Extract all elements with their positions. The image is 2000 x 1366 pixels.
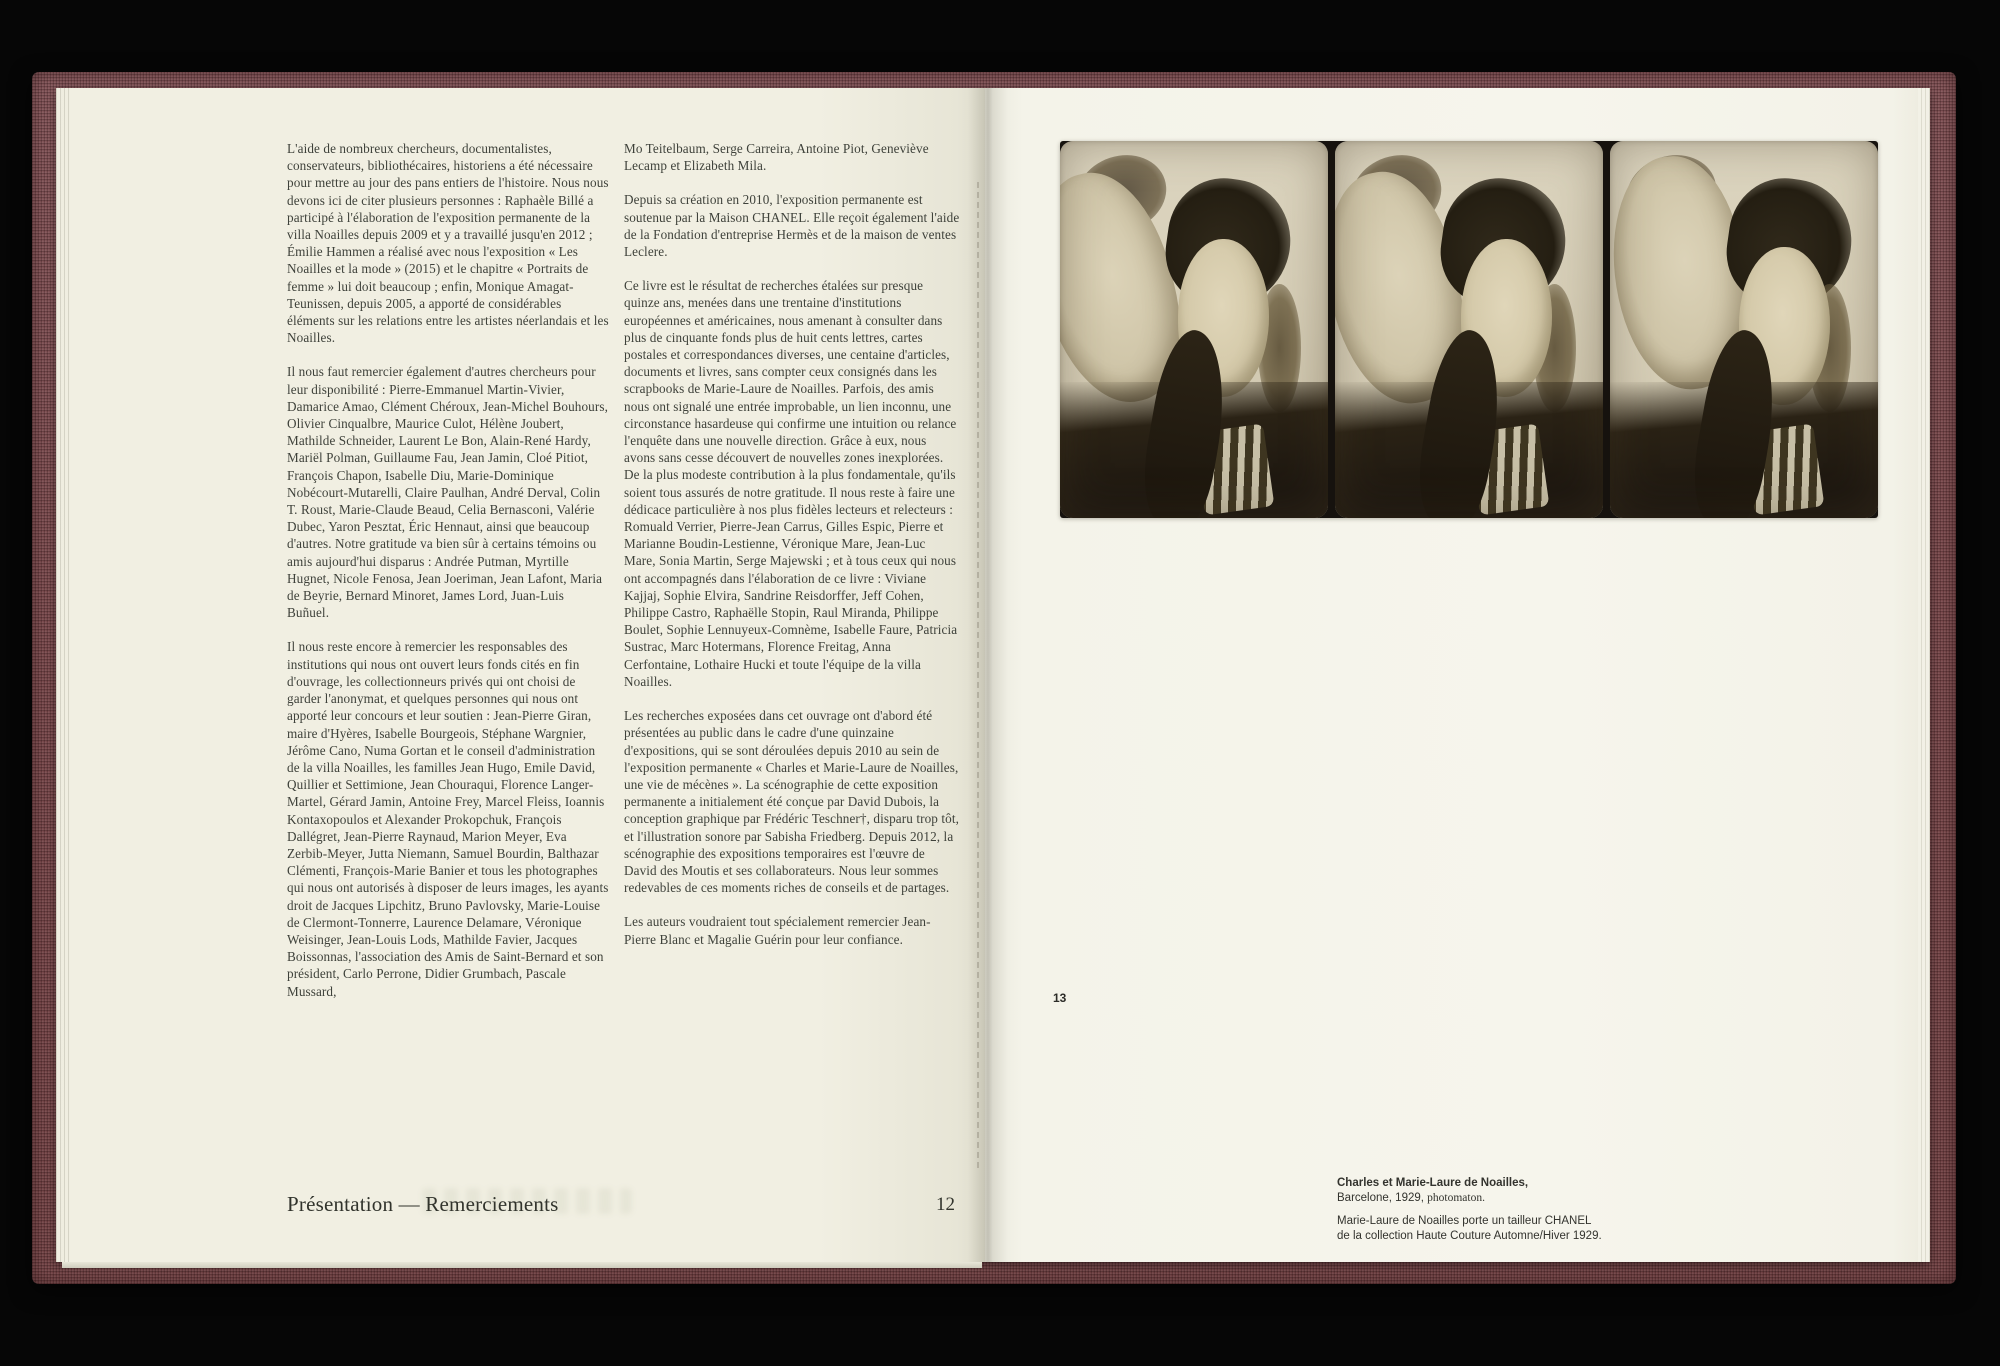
caption-credit-line2: de la collection Haute Couture Automne/Hiver 1929. [1337, 1229, 1602, 1242]
woman-hair [1258, 284, 1301, 412]
man-face [1060, 159, 1199, 417]
caption-credit-line1: Marie-Laure de Noailles porte un tailleur CHANEL [1337, 1215, 1592, 1227]
paragraph: Ce livre est le résultat de recherches étalées sur presque quinze ans, menées dans une trentaine d'institutions européennes et américaines, nous amenant à consulter dans plus de cinquante fonds plus de huit cents lettres, cartes postales et correspondances diverses, une centaine d'articles, documents et livres, sans compter ceux consignés dans les scrapbooks de Marie-Laure de Noailles. Parfois, des amis nous ont signalé une entrée improbable, un lien inconnu, une circonstance hasardeuse qui confirme une intuition ou relance l'enquête dans une nouvelle direction. Grâce à eux, nous avons sans cesse découvert de nouvelles zones inexplorées. De la plus modeste contribution à la plus fondamentale, qu'ils soient tous assurés de notre gratitude. Il nous reste à faire une dédicace particulière à nos plus fidèles lecteurs et relecteurs : Romuald Verrier, Pierre-Jean Carrus, Gilles Espic, Pierre et Marianne Boudin-Lestienne, Véronique Mare, Jean-Luc Mare, Sonia Martin, Serge Majewski ; et à tous ceux qui nous ont accompagnés dans l'élaboration de ce livre : Viviane Kajjaj, Sophie Elvira, Sandrine Reisdorffer, Jeff Cohen, Philippe Castro, Raphaëlle Stopin, Raul Miranda, Philippe Boulet, Sophie Lennuyeux-Comnème, Isabelle Faure, Patricia Sustrac, Marc Hotermans, Florence Freitag, Anna Cerfontaine, Lothaire Hucki et toute l'équipe de la villa Noailles. [624, 278, 958, 689]
woman-face [1739, 247, 1830, 405]
man-hair [1067, 144, 1177, 244]
woman-cloche-hat [1434, 171, 1574, 315]
man-hair [1617, 144, 1727, 244]
paragraph: Les recherches exposées dans cet ouvrage ont d'abord été présentées au public dans le cadre d'une quinzaine d'expositions, qui se sont déroulées depuis 2010 au sein de l'exposition permanente « Charles et Marie-Laure de Noailles, une vie de mécènes ». La scénographie de cette exposition permanente a initialement été conçue par David Dubois, la conception graphique par Frédéric Teschner†, disparu trop tôt, et l'illustration sonore par Sabisha Friedberg. Depuis 2012, la scénographie des expositions temporaires est l'œuvre de David des Moutis et ses collaborateurs. Nous leur sommes redevables de ces moments riches de conseils et de partages. [624, 708, 959, 896]
photo-frame-3 [1610, 141, 1878, 518]
section-title: Présentation — Remerciements [287, 1192, 559, 1216]
striped-knit-top [1744, 423, 1825, 515]
caption-title: Charles et Marie-Laure de Noailles, [1337, 1177, 1529, 1189]
woman-cloche-hat [1720, 171, 1860, 315]
striped-knit-top [1469, 423, 1550, 515]
photomaton-strip [1060, 141, 1878, 518]
binding-stitch-line [977, 182, 979, 1168]
photo-caption [1337, 1176, 1667, 1243]
scarf [1410, 325, 1513, 518]
woman-cloche-hat [1159, 171, 1299, 315]
dark-clothing [1335, 382, 1603, 518]
page-stack-edge-bottom [62, 1262, 982, 1268]
dark-clothing [1610, 382, 1878, 518]
man-face [1610, 150, 1756, 396]
paragraph: Mo Teitelbaum, Serge Carreira, Antoine Piot, Geneviève Lecamp et Elizabeth Mila. [624, 141, 929, 174]
woman-hair [1533, 284, 1576, 412]
striped-knit-top [1194, 423, 1275, 515]
text-column-2 [624, 140, 960, 965]
scarf [1135, 325, 1238, 518]
man-hair [1342, 144, 1452, 244]
caption-subtitle: Barcelone, 1929, photomaton. [1337, 1191, 1485, 1204]
photo-frame-1 [1060, 141, 1328, 518]
paragraph: Il nous reste encore à remercier les responsables des institutions qui nous ont ouvert leurs fonds cités en fin d'ouvrage, les collectionneurs privés qui ont choisi de garder l'anonymat, et quelques personnes qui nous ont apporté leur concours et leur soutien : Jean-Pierre Giran, maire d'Hyères, Isabelle Bourgeois, Stéphane Wargnier, Jérôme Cano, Numa Gortan et le conseil d'administration de la villa Noailles, les familles Jean Hugo, Emile David, Quillier et Settimione, Jean Chouraqui, Florence Langer-Martel, Gérard Jamin, Antoine Frey, Marcel Fleiss, Ioannis Kontaxopoulos et Alexander Prokopchuk, François Dallégret, Jean-Pierre Raynaud, Marion Meyer, Eva Zerbib-Meyer, Jutta Niemann, Samuel Bourdin, Balthazar Clémenti, François-Marie Banier et tous les photographes qui nous ont autorisés à disposer de leurs images, les ayants droit de Jacques Lipchitz, Bruno Pavlovsky, Marie-Louise de Clermont-Tonnerre, Laurence Delamare, Véronique Weisinger, Jean-Louis Lods, Mathilde Favier, Jacques Boissonnas, l'association des Amis de Saint-Bernard et son président, Carlo Perrone, Didier Grumbach, Pascale Mussard, [287, 639, 609, 999]
page-number-left: 12 [936, 1194, 955, 1215]
paragraph: Depuis sa création en 2010, l'exposition permanente est soutenue par la Maison CHANEL. Elle reçoit également l'aide de la Fondation d'entreprise Hermès et de la maison de ventes Leclere. [624, 192, 960, 260]
woman-hair [1808, 284, 1851, 412]
page-stack-edge-right [1918, 88, 1930, 1262]
open-pages [56, 88, 1930, 1262]
binding-gutter-shadow [968, 88, 1008, 1262]
page-number-right: 13 [1053, 991, 1067, 1005]
page-stack-edge-left [56, 88, 70, 1262]
woman-face [1461, 239, 1552, 397]
photo-frame-2 [1335, 141, 1603, 518]
paragraph: L'aide de nombreux chercheurs, documentalistes, conservateurs, bibliothécaires, historiens a été nécessaire pour mettre au jour des pans entiers de l'histoire. Nous nous devons ici de citer plusieurs personnes : Raphaèle Billé a participé à l'élaboration de l'exposition permanente de la villa Noailles depuis 2009 et y a travaillé jusqu'en 2012 ; Émilie Hammen a réalisé avec nous l'exposition « Les Noailles et la mode » (2015) et le chapitre « Portraits de femme » lui doit beaucoup ; enfin, Monique Amagat-Teunissen, depuis 2005, a apporté de considérables éléments sur les relations entre les artistes néerlandais et les Noailles. [287, 141, 609, 346]
dark-clothing [1060, 382, 1328, 518]
woman-face [1178, 239, 1269, 397]
scarf [1685, 325, 1788, 518]
paragraph: Les auteurs voudraient tout spécialement remercier Jean-Pierre Blanc et Magalie Guérin pour leur confiance. [624, 914, 931, 947]
text-column-1 [287, 140, 609, 1017]
paragraph: Il nous faut remercier également d'autres chercheurs pour leur disponibilité : Pierre-Emmanuel Martin-Vivier, Damarice Amao, Clément Chéroux, Jean-Michel Bouhours, Olivier Cinqualbre, Maurice Culot, Hélène Joubert, Mathilde Schneider, Laurent Le Bon, Alain-René Hardy, Mariël Polman, Guillaume Fau, Jean Jamin, Cloé Pitiot, François Chapon, Isabelle Diu, Marie-Dominique Nobécourt-Mutarelli, Claire Paulhan, André Derval, Colin T. Roust, Marie-Claude Beaud, Celia Bernasconi, Valérie Dubec, Yaron Pesztat, Éric Hennaut, ainsi que beaucoup d'autres. Notre gratitude va bien sûr à certains témoins ou amis aujourd'hui disparus : Andrée Putman, Myrtille Hugnet, Nicole Fenosa, Jean Joeriman, Jean Lafont, Maria de Beyrie, Bernard Minoret, James Lord, Juan-Luis Buñuel. [287, 364, 608, 621]
man-face [1335, 162, 1478, 415]
